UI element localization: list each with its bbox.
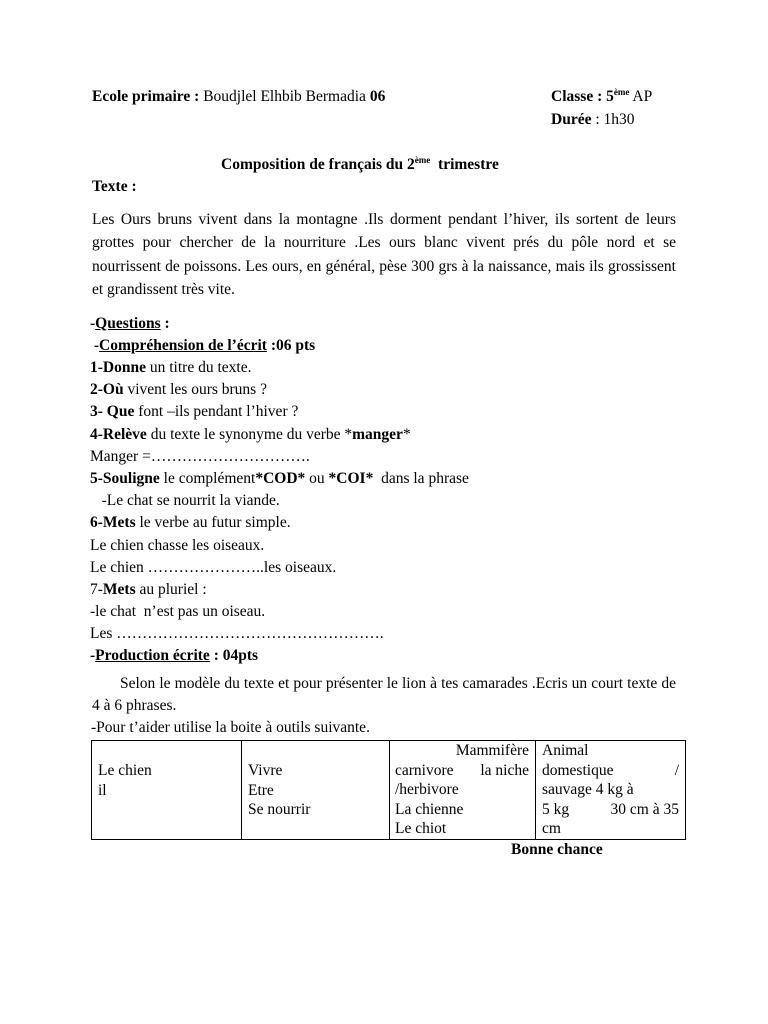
q5-number: 5-	[90, 469, 103, 487]
cell-se-nourrir: Se nourrir	[248, 801, 311, 818]
toolbox-col-vocab	[390, 741, 536, 840]
reading-passage: Les Ours bruns vivent dans la montagne .Ils dorment pendant l’hiver, ils sortent de leurs grottes pour chercher de la nourriture .Les ours blanc vivent prés du pôle nord et se nourrissent de poissons. Les ours, en général, pèse 300 grs à la naissance, mais ils grossissent et grandissent très vite.	[92, 211, 676, 299]
cell-carnivore-line	[395, 761, 529, 781]
question-1	[90, 357, 690, 379]
bonne-chance: Bonne chance	[511, 841, 603, 858]
school-label: Ecole primaire :	[92, 88, 200, 105]
cell-cm: cm	[542, 820, 561, 837]
q6-text: le verbe au futur simple.	[135, 514, 291, 532]
production-heading	[90, 645, 690, 667]
question-7	[90, 579, 690, 601]
cell-5kg: 5 kg	[542, 800, 570, 818]
q4-verb: Relève	[102, 425, 147, 443]
class-sup: ème	[613, 87, 630, 97]
cell-animal: Animal	[542, 742, 589, 759]
cell-herbivore: /herbivore	[395, 781, 459, 798]
sentence-7: -le chat n’est pas un oiseau.	[90, 603, 266, 621]
comprehension-label: Compréhension de l’écrit	[99, 337, 267, 354]
cell-sauvage: sauvage 4 kg à	[542, 781, 634, 798]
questions-dash: -	[90, 315, 96, 332]
closing-text	[511, 840, 603, 860]
q5-ou: ou	[305, 469, 329, 487]
q1-number: 1-	[90, 359, 103, 376]
school-number: 06	[369, 88, 386, 105]
q2-text: vivent les ours bruns ?	[123, 381, 267, 399]
class-line	[551, 87, 652, 107]
cell-la-chienne: La chienne	[395, 800, 464, 818]
cell-le-chiot: Le chiot	[395, 820, 447, 837]
q7-text: au pluriel :	[135, 580, 207, 598]
q3-verb: Que	[106, 403, 135, 421]
toolbox-col-subjects	[92, 741, 242, 840]
cell-etre: Etre	[248, 781, 274, 799]
comprehension-dash: -	[90, 337, 100, 354]
title-text: Composition de français du 2	[221, 156, 415, 173]
q5-cod: *COD*	[255, 469, 306, 487]
comprehension-heading	[90, 336, 315, 356]
toolbox-col-verbs	[242, 741, 390, 840]
toolbox-table	[91, 740, 686, 840]
cell-weight-line	[542, 800, 679, 820]
q1-text: un titre du texte.	[146, 359, 252, 376]
cell-domestique: domestique	[542, 761, 614, 779]
cell-le-chien: Le chien	[98, 762, 152, 779]
class-label: Classe : 5	[551, 88, 614, 105]
duration-line	[551, 110, 635, 130]
cell-size: 30 cm à 35	[610, 800, 679, 818]
duration-value: : 1h30	[591, 111, 635, 128]
questions-colon: :	[160, 315, 170, 332]
production-label: Production écrite	[95, 647, 210, 665]
cell-carnivore: carnivore	[395, 761, 454, 779]
cell-il: il	[98, 781, 107, 799]
q5-text: le complément	[159, 469, 256, 487]
questions-label: Questions	[95, 315, 161, 332]
toolbox-col-facts	[536, 741, 686, 840]
cell-mammifere: Mammifère	[455, 742, 529, 759]
question-list	[90, 357, 690, 668]
q3-number: 3-	[90, 403, 107, 421]
q4-number: 4-	[90, 425, 103, 443]
q5-end: dans la phrase	[373, 469, 469, 487]
sentence-6: Le chien chasse les oiseaux.	[90, 536, 265, 554]
answer-line-7: Les …………………………………………….	[90, 625, 384, 643]
q6-number: 6-	[90, 514, 103, 532]
questions-heading	[90, 314, 170, 334]
title-tail: trimestre	[430, 156, 499, 173]
toolbox-row	[92, 741, 686, 840]
title-sup: ème	[414, 155, 431, 165]
comprehension-points: :06 pts	[266, 337, 316, 354]
q5-coi: *COI*	[328, 469, 374, 487]
class-value: AP	[629, 88, 653, 105]
q4-text: du texte le synonyme du verbe *	[146, 425, 353, 443]
q7-number: 7-	[90, 580, 103, 598]
question-6	[90, 512, 690, 534]
q3-text: font –ils pendant l’hiver ?	[134, 403, 299, 421]
production-instruction: Selon le modèle du texte et pour présenter le lion à tes camarades .Ecris un court texte de 4 à 6 phrases.	[92, 675, 676, 714]
q5-verb: Souligne	[102, 469, 160, 487]
cell-slash: /	[674, 761, 679, 779]
question-3	[90, 401, 690, 423]
production-dash: -	[90, 647, 96, 665]
q7-verb: Mets	[102, 580, 136, 598]
q2-number: 2-	[90, 381, 103, 399]
q4-word: manger	[352, 425, 403, 443]
sentence-5: -Le chat se nourrit la viande.	[90, 492, 280, 510]
school-line	[92, 87, 385, 107]
question-2	[90, 379, 690, 401]
q6-verb: Mets	[102, 514, 136, 532]
question-5	[90, 468, 690, 490]
texte-label: Texte :	[92, 178, 137, 195]
production-points: : 04pts	[209, 647, 259, 665]
cell-vivre: Vivre	[248, 762, 283, 779]
production-help: -Pour t’aider utilise la boite à outils suivante.	[91, 719, 370, 736]
cell-la-niche: la niche	[480, 761, 529, 779]
question-4	[90, 424, 690, 446]
school-name: Boudjlel Elhbib Bermadia	[199, 88, 370, 105]
q2-verb: Où	[102, 381, 124, 399]
answer-line-4: Manger =………………………….	[90, 447, 310, 465]
cell-domestique-line	[542, 761, 679, 781]
answer-line-6: Le chien …………………..les oiseaux.	[90, 558, 337, 576]
page-title	[221, 155, 499, 175]
q4-end: *	[402, 425, 411, 443]
duration-label: Durée	[551, 111, 592, 128]
texte-heading	[92, 177, 137, 197]
q1-verb: Donne	[102, 359, 146, 376]
